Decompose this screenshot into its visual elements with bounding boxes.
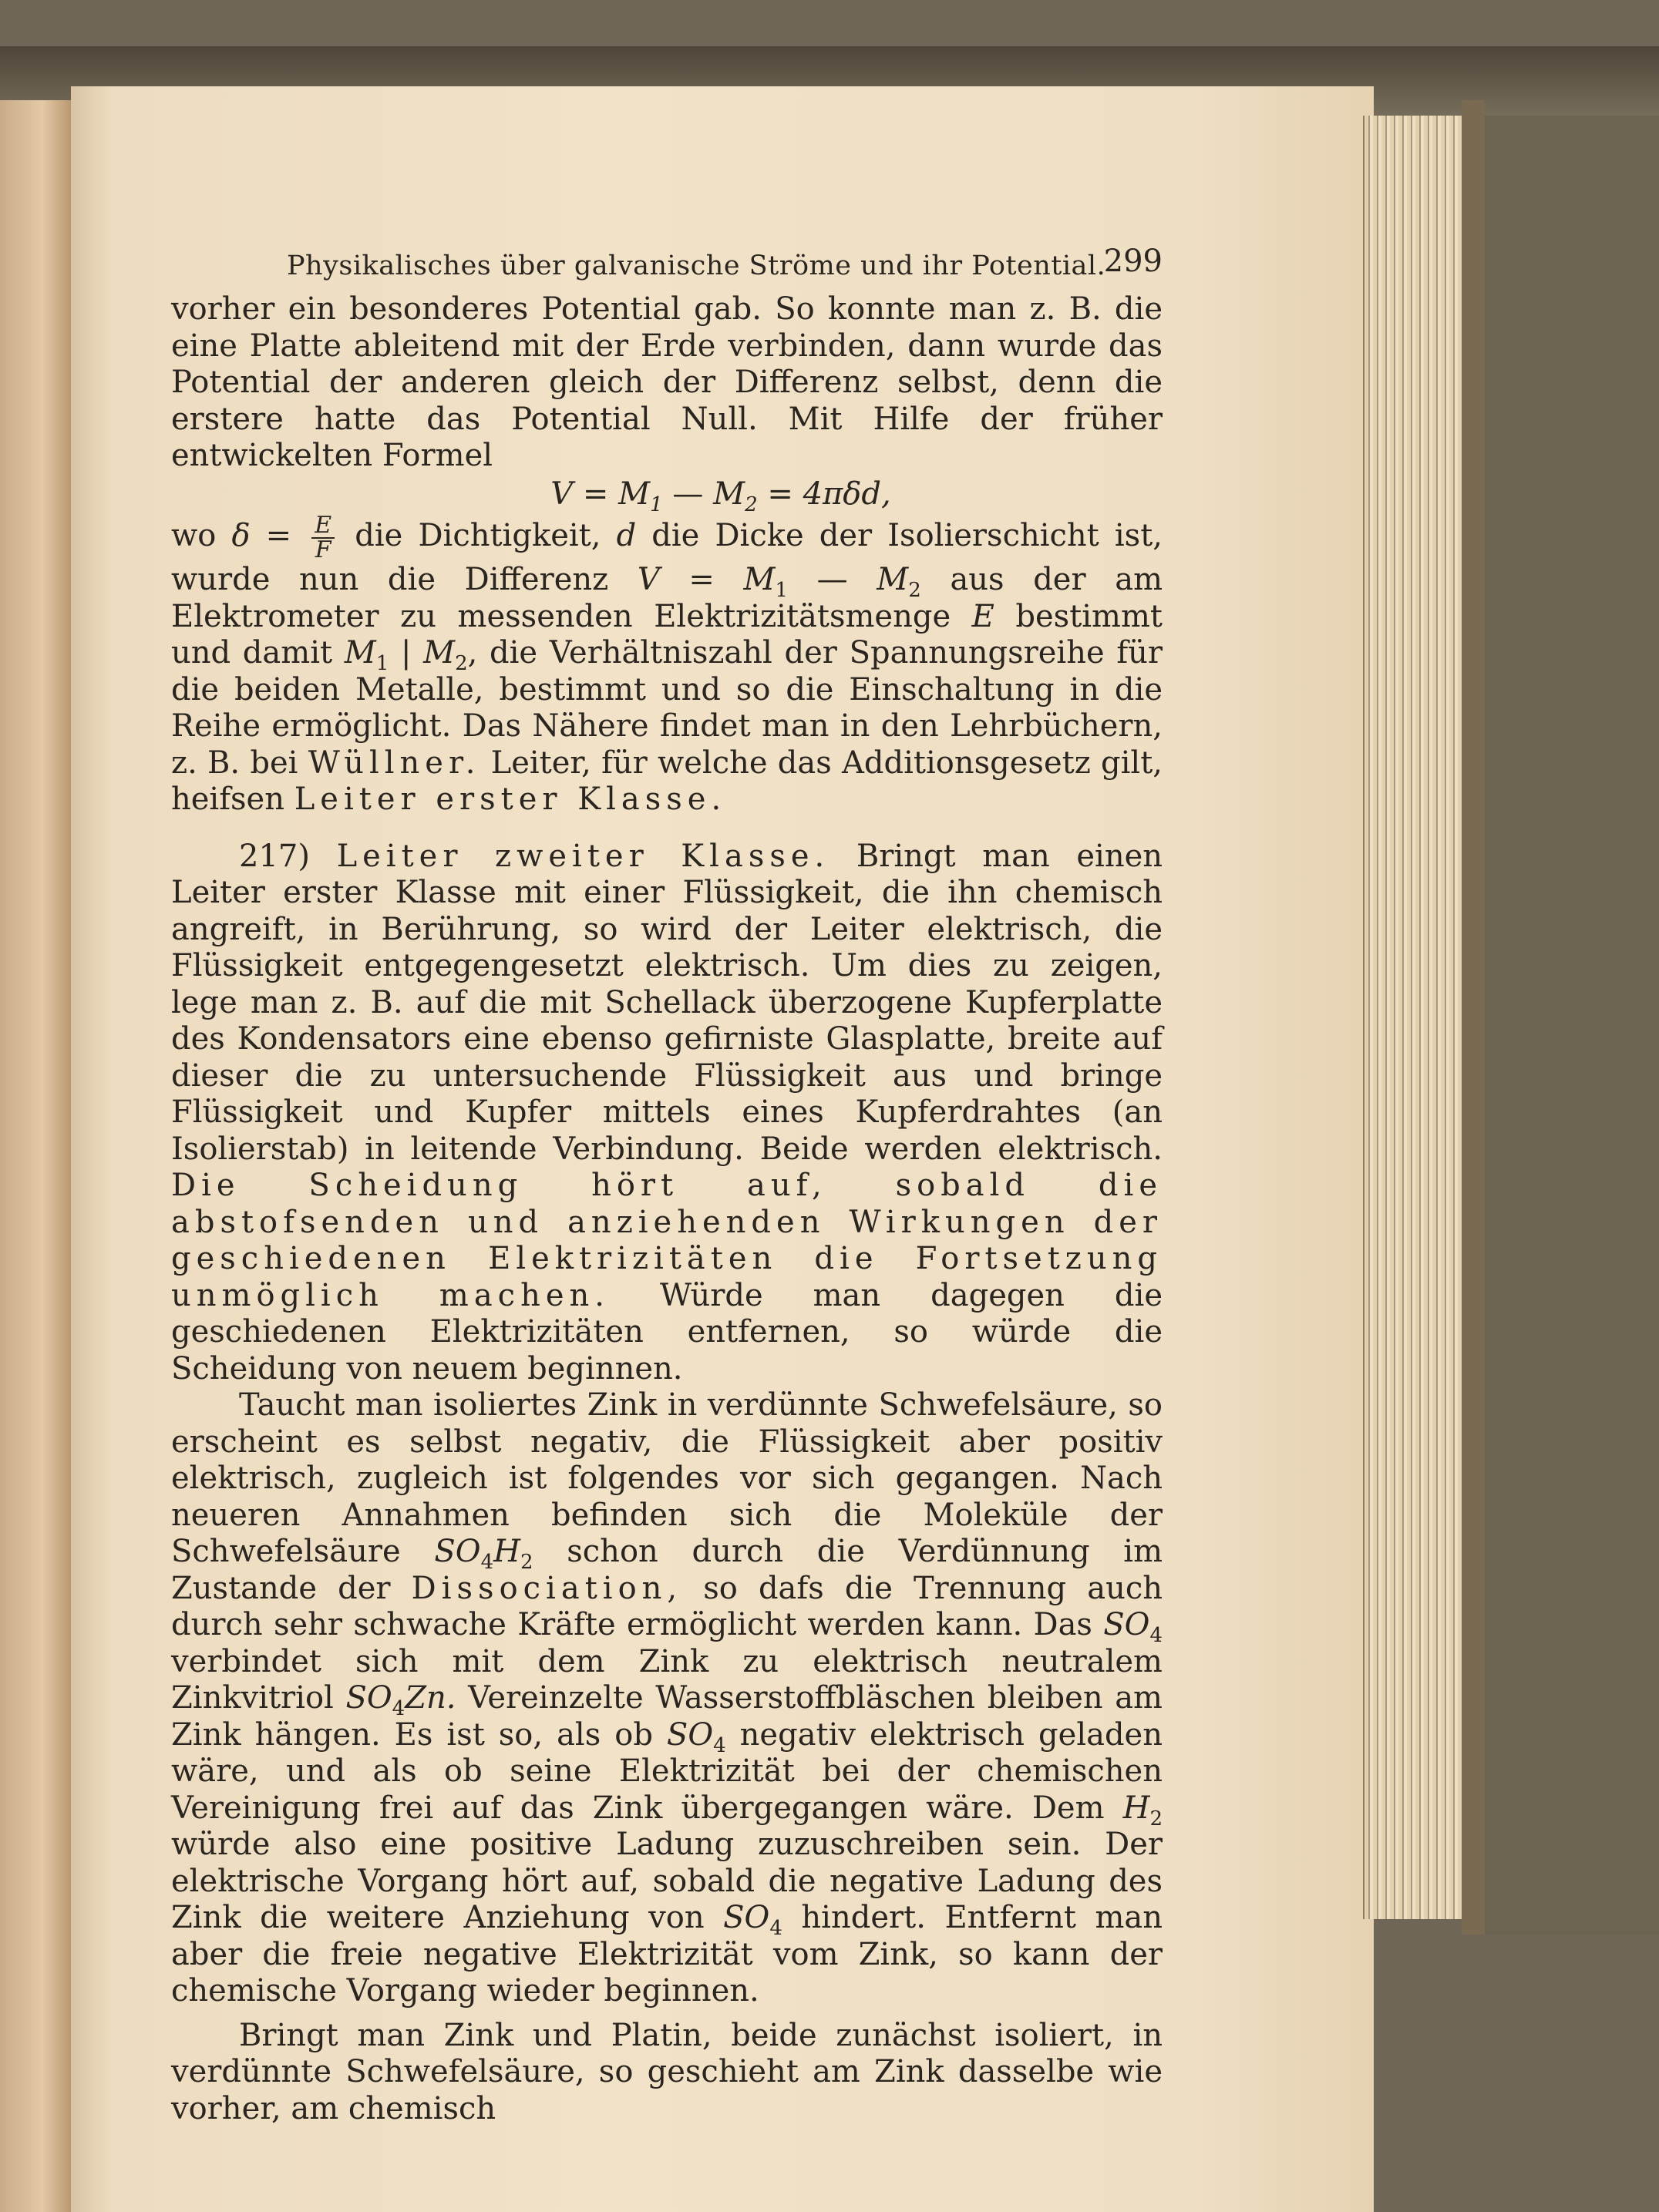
text-run: Würde man dagegen die geschiedenen Elektrizitäten entfernen, so würde die Scheidung von neuem beginnen. xyxy=(171,1277,1163,1387)
chem-sub: 4 xyxy=(769,1917,782,1940)
formula-part: = xyxy=(757,476,803,512)
math-var: M xyxy=(877,562,909,597)
chem-sub: 2 xyxy=(520,1551,533,1574)
text-run: Bringt man Zink und Platin, beide zunächst isoliert, in verdünnte Schwefelsäure, so geschieht am Zink dasselbe wie vorher, am chemisch xyxy=(171,2017,1163,2126)
formula-part: M xyxy=(713,476,745,512)
text-run: | xyxy=(389,635,424,671)
chem-formula: SO xyxy=(345,1680,392,1716)
text-run: wo xyxy=(171,518,232,553)
page-stack-edges xyxy=(1363,116,1463,1919)
left-page-edge xyxy=(0,100,73,2212)
text-run: negativ elektrisch geladen wäre, und als ob seine Elektrizität bei der chemischen Vereinigung frei auf das Zink übergegangen wäre. Dem xyxy=(171,1716,1163,1826)
text-run: hindert. Entfernt man aber die freie negative Elektrizität vom Zink, so kann der chemische Vorgang wieder beginnen. xyxy=(171,1900,1163,2009)
chem-formula: Zn. xyxy=(405,1680,456,1716)
paragraph-4 xyxy=(171,1387,1163,2010)
formula-part: V xyxy=(550,476,574,512)
chem-sub: 4 xyxy=(392,1697,405,1720)
formula-potential xyxy=(171,476,1163,516)
text-run: aus der am Elektrometer zu messenden Elektrizitätsmenge xyxy=(171,562,1163,634)
text-run: die Dicke der Isolierschicht ist, wurde nun die Differenz xyxy=(171,518,1163,597)
math-sub: 1 xyxy=(775,579,789,602)
math-sub: 2 xyxy=(455,652,468,675)
math-var: E xyxy=(971,598,994,634)
book-board xyxy=(1462,100,1485,1935)
spaced-name: Wüllner. xyxy=(308,745,481,781)
scanner-background xyxy=(1485,116,1659,1935)
fraction-numerator: E xyxy=(311,514,335,539)
math-var: M xyxy=(743,562,776,597)
text-run: vorher ein besonderes Potential gab. So konnte man z. B. die eine Platte ableitend mit der Erde verbinden, dann wurde das Potential der anderen gleich der Differenz selbst, denn die erstere hatte das Potential Null. Mit Hilfe der früher entwickelten Formel xyxy=(171,291,1163,473)
math-var: M xyxy=(423,635,456,671)
math-var: V xyxy=(637,562,660,597)
section-heading: Leiter zweiter Klasse. xyxy=(336,838,830,874)
text-run: Vereinzelte Wasserstoffbläschen bleiben am Zink hängen. Es ist so, als ob xyxy=(171,1680,1163,1753)
text-run: so dafs die Trennung auch durch sehr schwache Kräfte ermöglicht werden kann. Das xyxy=(171,1570,1163,1642)
formula-part: 4πδd, xyxy=(803,476,891,512)
fraction-denominator: F xyxy=(315,536,331,563)
fraction-e-over-f xyxy=(311,514,335,562)
chem-sub: 4 xyxy=(1149,1624,1163,1647)
spaced-term: Leiter erster Klasse. xyxy=(294,782,727,817)
chem-formula: SO xyxy=(666,1716,714,1753)
math-var: M xyxy=(344,635,376,671)
chem-formula: SO xyxy=(434,1534,481,1569)
chem-sub: 4 xyxy=(713,1733,726,1757)
chem-sub: 2 xyxy=(1149,1807,1163,1830)
formula-part: = xyxy=(573,476,619,512)
math-sub: 1 xyxy=(375,652,389,675)
section-number: 217) xyxy=(239,838,337,874)
text-run: schon durch die Verdünnung im Zustande der xyxy=(171,1534,1163,1606)
chem-formula: H xyxy=(1122,1790,1150,1826)
text-run: Bringt man einen Leiter erster Klasse mit einer Flüssigkeit, die ihn chemisch angreift, in Berührung, so wird der Leiter elektrisch, die Flüssigkeit entgegengesetzt elektrisch. Um dies zu zeigen, lege man z. B. auf die mit Schellack überzogene Kupferplatte des Kondensators eine ebenso gefirniste Glasplatte, breite auf dieser die zu untersuchende Flüssigkeit aus und bringe Flüssigkeit und Kupfer mittels eines Kupferdrahtes (an Isolierstab) in leitende Verbindung. Beide werden elektrisch. xyxy=(171,838,1163,1167)
math-var: d xyxy=(616,518,637,553)
math-sub: 2 xyxy=(908,579,921,602)
text-run: bestimmt und damit xyxy=(171,598,1163,671)
paragraph-3 xyxy=(171,839,1163,1388)
running-title: Physikalisches über galvanische Ströme und ihr Potential. xyxy=(287,250,1106,281)
text-run: Taucht man isoliertes Zink in verdünnte Schwefelsäure, so erscheint es selbst negativ, die Flüssigkeit aber positiv elektrisch, zugleich ist folgendes vor sich gegangen. Nach neueren Annahmen befinden sich die Moleküle der Schwefelsäure xyxy=(171,1387,1163,1569)
spaced-emphasis: Die Scheidung hört auf, sobald die abstofsenden und anziehenden Wirkungen der geschiedenen Elektrizitäten die Fortsetzung unmöglich machen. xyxy=(171,1168,1163,1313)
text-run: Leiter, für welche das Additionsgesetz gilt, heifsen xyxy=(171,745,1163,817)
text-run: , die Verhältniszahl der Spannungsreihe für die beiden Metalle, bestimmt und so die Einschaltung in die Reihe ermöglicht. Das Nähere findet man in den Lehrbüchern, z. B. bei xyxy=(171,635,1163,781)
formula-sub: 2 xyxy=(745,492,758,516)
page-header xyxy=(171,244,1163,290)
spaced-term: Dissociation, xyxy=(411,1570,683,1606)
chem-formula: SO xyxy=(723,1900,770,1935)
math-var: δ xyxy=(231,518,251,553)
chem-formula: SO xyxy=(1103,1607,1150,1642)
text-run: würde also eine positive Ladung zuzuschreiben sein. Der elektrische Vorgang hört auf, sobald die negative Ladung des Zink die weitere Anziehung von xyxy=(171,1827,1163,1935)
paragraph-1 xyxy=(171,291,1163,475)
paragraph-5 xyxy=(171,2018,1163,2128)
text-run: die Dichtigkeit, xyxy=(339,518,617,553)
text-run: verbindet sich mit dem Zink zu elektrisch neutralem Zinkvitriol xyxy=(171,1643,1163,1716)
chem-sub: 4 xyxy=(480,1551,494,1574)
page-number: 299 xyxy=(1103,244,1163,279)
formula-sub: 1 xyxy=(650,492,663,516)
paragraph-2 xyxy=(171,514,1163,819)
text-run: — xyxy=(788,562,877,597)
text-run: = xyxy=(659,562,744,597)
text-run: = xyxy=(250,518,308,553)
formula-part: — xyxy=(662,476,714,512)
chem-formula: H xyxy=(493,1534,521,1569)
formula-part: M xyxy=(618,476,651,512)
page-text xyxy=(171,244,1163,2127)
